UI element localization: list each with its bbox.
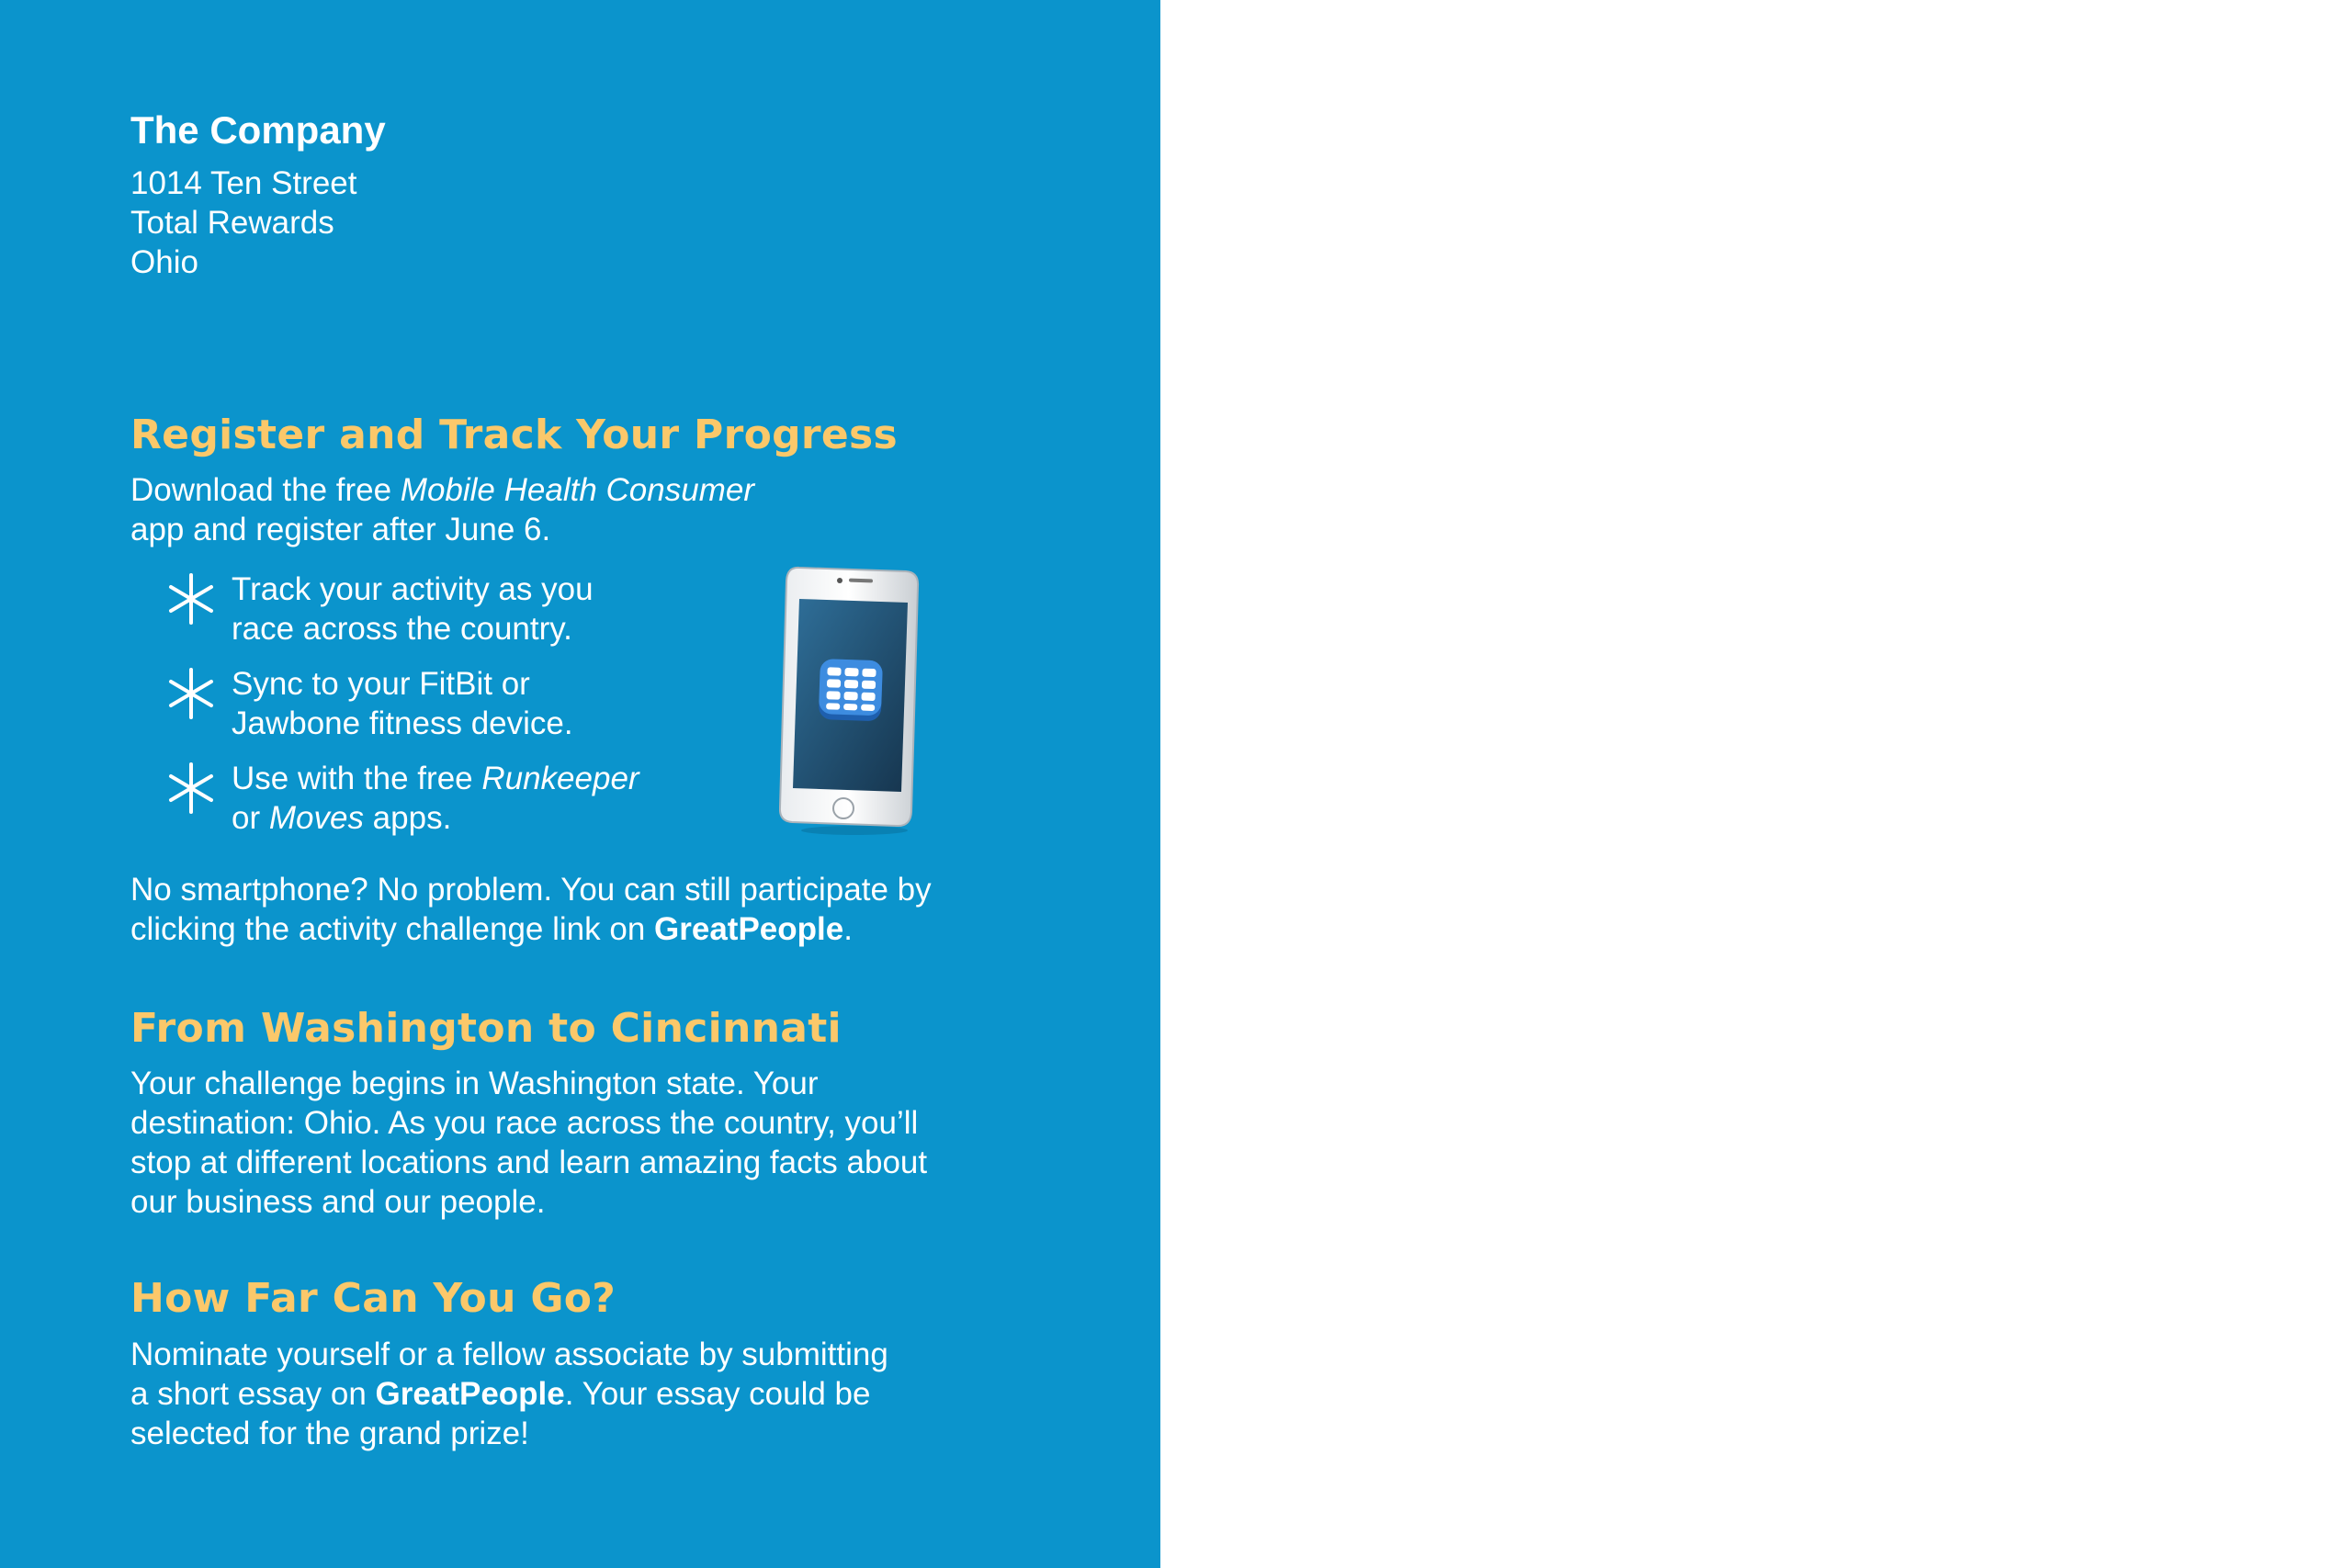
route-line-1: Your challenge begins in Washington state. Your [130, 1066, 819, 1101]
company-name: The Company [130, 108, 386, 152]
route-line-2: destination: Ohio. As you race across the country, you’ll [130, 1105, 919, 1141]
register-intro-app-name: Mobile Health Consumer [400, 472, 754, 508]
route-line-4: our business and our people. [130, 1184, 546, 1220]
register-intro-text-2: app and register after June 6. [130, 512, 551, 547]
feature-item-track [165, 570, 735, 649]
smartphone-app-icon [779, 562, 926, 836]
howfar-line-3: selected for the grand prize! [130, 1416, 529, 1451]
asterisk-icon [165, 666, 217, 721]
asterisk-icon [165, 571, 217, 626]
feature-item-apps [165, 759, 735, 838]
moves-app-name: Moves [268, 800, 364, 836]
address-line-street: 1014 Ten Street [130, 165, 357, 201]
feature-apps-or: or [232, 800, 269, 836]
howfar-heading: How Far Can You Go? [130, 1275, 616, 1322]
asterisk-icon [165, 761, 217, 816]
route-line-3: stop at different locations and learn amazing facts about [130, 1145, 928, 1180]
howfar-line-2-post: . Your essay could be [564, 1376, 871, 1412]
address-line-state: Ohio [130, 244, 198, 280]
register-intro [130, 470, 754, 549]
blue-panel [0, 0, 1160, 1568]
greatpeople-link[interactable]: GreatPeople [375, 1376, 565, 1412]
greatpeople-link[interactable]: GreatPeople [654, 911, 844, 947]
route-text [130, 1064, 927, 1222]
register-intro-text: Download the free [130, 472, 401, 508]
company-block [130, 103, 386, 282]
feature-apps-pre: Use with the free [232, 761, 482, 796]
feature-track-line-2: race across the country. [232, 611, 572, 647]
no-smartphone-end: . [843, 911, 853, 947]
route-heading: From Washington to Cincinnati [130, 1005, 842, 1052]
feature-sync-line-1: Sync to your FitBit or [232, 666, 530, 702]
feature-list [165, 570, 735, 853]
register-heading: Register and Track Your Progress [130, 412, 899, 458]
no-smartphone-text [130, 870, 932, 949]
no-smartphone-line-2: clicking the activity challenge link on [130, 911, 655, 947]
feature-apps-post: apps. [363, 800, 452, 836]
runkeeper-app-name: Runkeeper [481, 761, 639, 796]
feature-item-sync [165, 664, 735, 743]
howfar-line-1: Nominate yourself or a fellow associate by submitting [130, 1337, 888, 1372]
howfar-line-2-pre: a short essay on [130, 1376, 376, 1412]
feature-sync-line-2: Jawbone fitness device. [232, 705, 573, 741]
howfar-text [130, 1335, 888, 1453]
no-smartphone-line-1: No smartphone? No problem. You can still participate by [130, 872, 932, 908]
company-address [130, 164, 386, 282]
feature-track-line-1: Track your activity as you [232, 571, 594, 607]
address-line-department: Total Rewards [130, 205, 334, 241]
